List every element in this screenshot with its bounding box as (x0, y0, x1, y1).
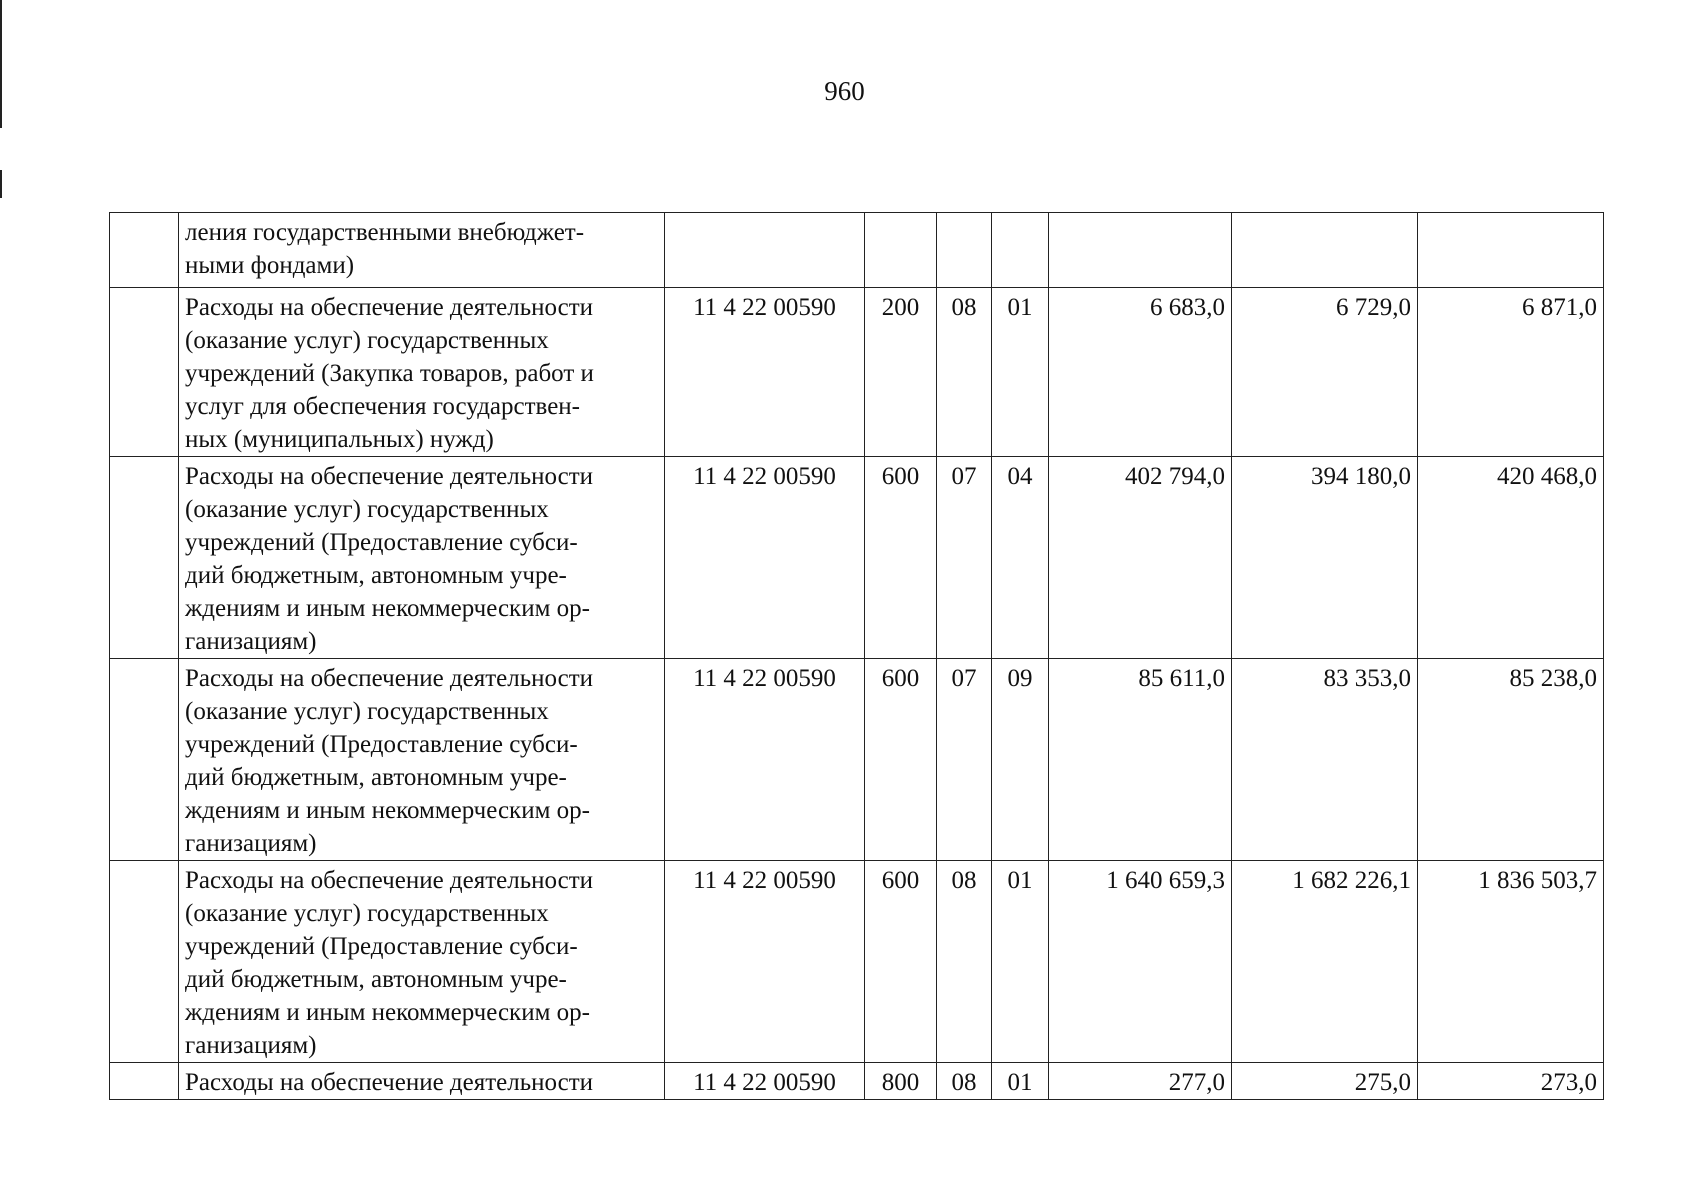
row-number-cell (110, 457, 179, 659)
subsection-cell: 09 (992, 659, 1049, 861)
amount-year-2-cell: 275,0 (1232, 1063, 1418, 1100)
scan-edge-mark (0, 0, 2, 128)
amount-year-1-cell: 402 794,0 (1049, 457, 1232, 659)
subsection-cell (992, 213, 1049, 288)
amount-year-3-cell: 420 468,0 (1418, 457, 1604, 659)
amount-year-3-cell: 6 871,0 (1418, 288, 1604, 457)
row-number-cell (110, 288, 179, 457)
table-row (110, 213, 1604, 288)
amount-year-3-cell: 85 238,0 (1418, 659, 1604, 861)
subsection-cell: 04 (992, 457, 1049, 659)
page-number: 960 (824, 76, 865, 106)
amount-year-3-cell: 1 836 503,7 (1418, 861, 1604, 1063)
table-row (110, 1063, 1604, 1100)
amount-year-1-cell: 85 611,0 (1049, 659, 1232, 861)
target-article-cell: 11 4 22 00590 (665, 659, 865, 861)
amount-year-1-cell: 1 640 659,3 (1049, 861, 1232, 1063)
target-article-cell: 11 4 22 00590 (665, 1063, 865, 1100)
section-cell: 08 (937, 288, 992, 457)
target-article-cell (665, 213, 865, 288)
expense-type-cell: 600 (865, 457, 937, 659)
table-row (110, 288, 1604, 457)
table-row (110, 659, 1604, 861)
row-number-cell (110, 659, 179, 861)
section-cell: 08 (937, 861, 992, 1063)
row-number-cell (110, 213, 179, 288)
amount-year-2-cell (1232, 213, 1418, 288)
expense-name-cell: Расходы на обеспечение деятельности (оказание услуг) государственных учреждений (Предоставление субси- дий бюджетным, автономным учре- ждениям и иным некоммерческим ор- ганизациям) (179, 861, 665, 1063)
subsection-cell: 01 (992, 1063, 1049, 1100)
section-cell: 08 (937, 1063, 992, 1100)
expense-type-cell: 600 (865, 861, 937, 1063)
table-row (110, 457, 1604, 659)
target-article-cell: 11 4 22 00590 (665, 288, 865, 457)
row-number-cell (110, 861, 179, 1063)
section-cell (937, 213, 992, 288)
expense-name-cell: ления государственными внебюджет- ными фондами) (179, 213, 665, 288)
amount-year-2-cell: 1 682 226,1 (1232, 861, 1418, 1063)
amount-year-2-cell: 83 353,0 (1232, 659, 1418, 861)
amount-year-1-cell: 6 683,0 (1049, 288, 1232, 457)
amount-year-2-cell: 394 180,0 (1232, 457, 1418, 659)
expense-type-cell: 800 (865, 1063, 937, 1100)
expense-type-cell: 200 (865, 288, 937, 457)
expense-name-cell: Расходы на обеспечение деятельности (оказание услуг) государственных учреждений (Предоставление субси- дий бюджетным, автономным учре- ждениям и иным некоммерческим ор- ганизациям) (179, 659, 665, 861)
amount-year-3-cell: 273,0 (1418, 1063, 1604, 1100)
amount-year-1-cell: 277,0 (1049, 1063, 1232, 1100)
budget-table (109, 212, 1604, 1100)
expense-name-cell: Расходы на обеспечение деятельности (179, 1063, 665, 1100)
amount-year-1-cell (1049, 213, 1232, 288)
section-cell: 07 (937, 659, 992, 861)
expense-name-cell: Расходы на обеспечение деятельности (оказание услуг) государственных учреждений (Предоставление субси- дий бюджетным, автономным учре- ждениям и иным некоммерческим ор- ганизациям) (179, 457, 665, 659)
target-article-cell: 11 4 22 00590 (665, 457, 865, 659)
amount-year-2-cell: 6 729,0 (1232, 288, 1418, 457)
scan-edge-mark (0, 170, 2, 198)
expense-name-cell: Расходы на обеспечение деятельности (оказание услуг) государственных учреждений (Закупка товаров, работ и услуг для обеспечения государствен- ных (муниципальных) нужд) (179, 288, 665, 457)
subsection-cell: 01 (992, 288, 1049, 457)
section-cell: 07 (937, 457, 992, 659)
row-number-cell (110, 1063, 179, 1100)
amount-year-3-cell (1418, 213, 1604, 288)
expense-type-cell (865, 213, 937, 288)
table-row (110, 861, 1604, 1063)
subsection-cell: 01 (992, 861, 1049, 1063)
expense-type-cell: 600 (865, 659, 937, 861)
target-article-cell: 11 4 22 00590 (665, 861, 865, 1063)
